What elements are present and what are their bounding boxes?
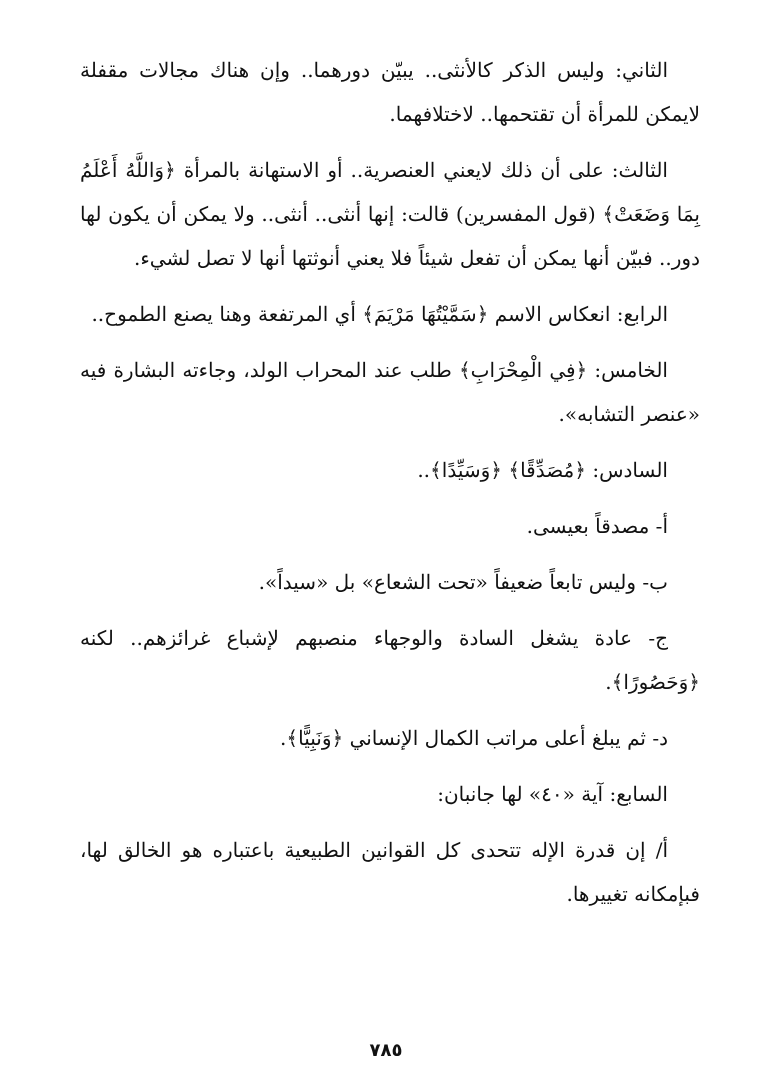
paragraph-seventh-a: أ/ إن قدرة الإله تتحدى كل القوانين الطبيعية باعتباره هو الخالق لها، فبإمكانه تغييرها. [80, 838, 700, 906]
list-item-c: ج- عادة يشغل السادة والوجهاء منصبهم لإشباع غرائزهم.. لكنه ﴿وَحَصُورًا﴾. [80, 626, 700, 694]
paragraph-seventh: السابع: آية «٤٠» لها جانبان: [437, 782, 668, 806]
page-number: ٧٨٥ [369, 1040, 403, 1061]
list-item-a: أ- مصدقاً بعيسى. [526, 514, 668, 538]
paragraph-sixth: السادس: ﴿مُصَدِّقًا﴾ ﴿وَسَيِّدًا﴾.. [417, 458, 668, 482]
list-item-b: ب- وليس تابعاً ضعيفاً «تحت الشعاع» بل «سيداً». [258, 570, 668, 594]
paragraph-second: الثاني: وليس الذكر كالأنثى.. يبيّن دورهما.. وإن هناك مجالات مقفلة لايمكن للمرأة أن تقتحمها.. لاختلافهما. [80, 58, 700, 126]
paragraph-fourth: الرابع: انعكاس الاسم ﴿سَمَّيْتُهَا مَرْيَمَ﴾ أي المرتفعة وهنا يصنع الطموح.. [91, 302, 668, 326]
paragraph-fifth: الخامس: ﴿فِي الْمِحْرَابِ﴾ طلب عند المحراب الولد، وجاءته البشارة فيه «عنصر التشابه». [80, 358, 700, 426]
list-item-d: د- ثم يبلغ أعلى مراتب الكمال الإنساني ﴿وَنَبِيًّا﴾. [280, 726, 668, 750]
paragraph-third: الثالث: على أن ذلك لايعني العنصرية.. أو الاستهانة بالمرأة ﴿وَاللَّهُ أَعْلَمُ بِمَا وَضَعَتْ﴾ (قول المفسرين) قالت: إنها أنثى.. أنثى.. ولا يمكن أن يكون لها دور.. فبيّن أنها يمكن أن تفعل شيئاً فلا يعني أنوثتها أنها لا تصل لشيء. [80, 158, 700, 270]
page-body [80, 48, 700, 928]
